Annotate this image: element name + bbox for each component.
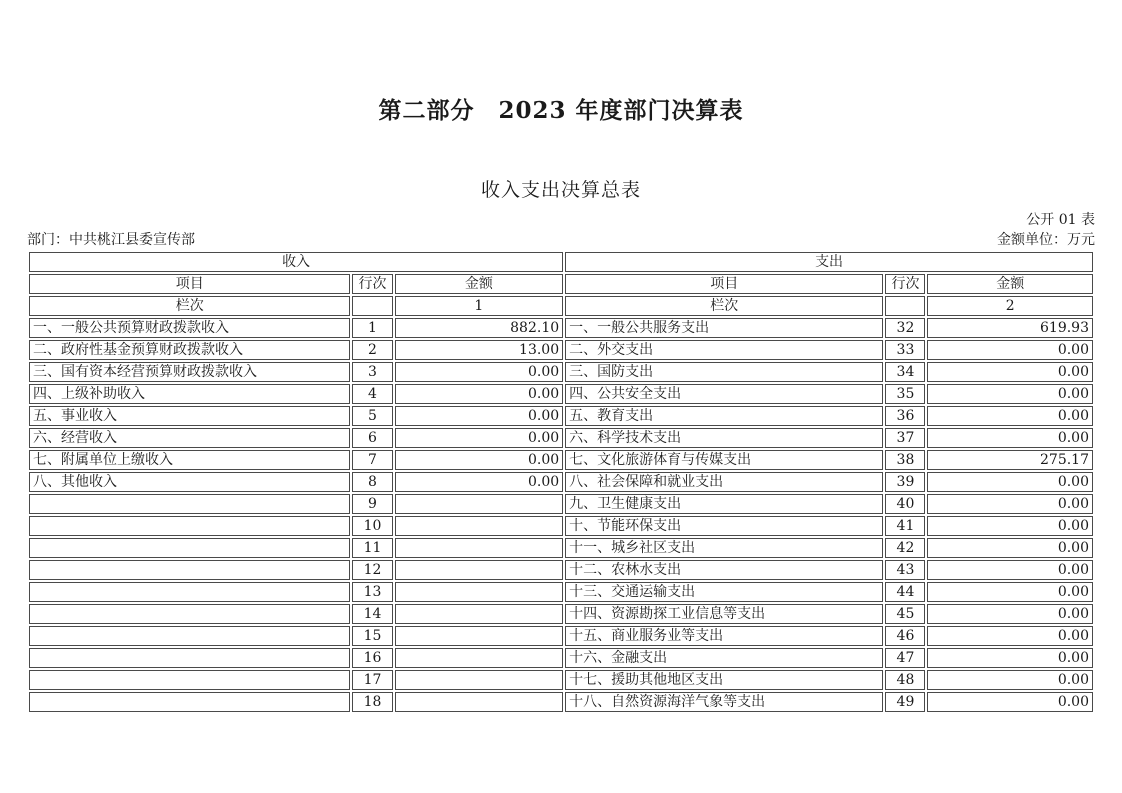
expense-rownum-cell: 36 xyxy=(885,406,925,426)
income-item-cell xyxy=(29,516,350,536)
income-item-cell xyxy=(29,538,350,558)
income-amount-cell xyxy=(395,626,564,646)
income-item-cell: 二、政府性基金预算财政拨款收入 xyxy=(29,340,350,360)
expense-item-cell: 二、外交支出 xyxy=(565,340,883,360)
income-amount-cell: 0.00 xyxy=(395,472,564,492)
income-rownum-cell: 14 xyxy=(352,604,392,624)
income-item-cell xyxy=(29,648,350,668)
expense-item-cell: 四、公共安全支出 xyxy=(565,384,883,404)
income-amount-cell xyxy=(395,692,564,712)
expense-rownum-cell: 42 xyxy=(885,538,925,558)
expense-amount-header: 金额 xyxy=(927,274,1093,294)
expense-rownum-cell: 43 xyxy=(885,560,925,580)
expense-item-cell: 十四、资源勘探工业信息等支出 xyxy=(565,604,883,624)
income-amount-cell xyxy=(395,516,564,536)
income-rownum-cell: 3 xyxy=(352,362,392,382)
table-row xyxy=(29,406,1093,426)
income-rownum-cell: 7 xyxy=(352,450,392,470)
income-amount-cell: 0.00 xyxy=(395,428,564,448)
expense-rownum-cell: 41 xyxy=(885,516,925,536)
expense-colindex-value: 2 xyxy=(927,296,1093,316)
income-item-cell: 三、国有资本经营预算财政拨款收入 xyxy=(29,362,350,382)
table-row xyxy=(29,428,1093,448)
expense-item-cell: 一、一般公共服务支出 xyxy=(565,318,883,338)
expense-item-cell: 八、社会保障和就业支出 xyxy=(565,472,883,492)
income-amount-cell xyxy=(395,538,564,558)
expense-item-cell: 十二、农林水支出 xyxy=(565,560,883,580)
income-colindex-blank xyxy=(352,296,392,316)
income-rownum-cell: 8 xyxy=(352,472,392,492)
table-head xyxy=(29,252,1093,316)
expense-amount-cell: 0.00 xyxy=(927,582,1093,602)
table-row xyxy=(29,670,1093,690)
income-amount-cell: 882.10 xyxy=(395,318,564,338)
expense-rownum-cell: 45 xyxy=(885,604,925,624)
table-row xyxy=(29,384,1093,404)
income-item-header: 项目 xyxy=(29,274,350,294)
column-header-row xyxy=(29,274,1093,294)
income-rownum-cell: 15 xyxy=(352,626,392,646)
income-item-cell: 七、附属单位上缴收入 xyxy=(29,450,350,470)
income-amount-cell xyxy=(395,494,564,514)
table-meta-line xyxy=(27,231,1095,249)
expense-amount-cell: 0.00 xyxy=(927,560,1093,580)
expense-amount-cell: 0.00 xyxy=(927,604,1093,624)
income-rownum-cell: 18 xyxy=(352,692,392,712)
expense-item-cell: 十三、交通运输支出 xyxy=(565,582,883,602)
table-code: 公开 01 表 xyxy=(1026,212,1095,228)
expense-item-cell: 十、节能环保支出 xyxy=(565,516,883,536)
expense-item-cell: 十一、城乡社区支出 xyxy=(565,538,883,558)
income-amount-cell: 13.00 xyxy=(395,340,564,360)
expense-colindex-label: 栏次 xyxy=(565,296,883,316)
income-amount-cell xyxy=(395,648,564,668)
income-amount-cell: 0.00 xyxy=(395,362,564,382)
expense-amount-cell: 0.00 xyxy=(927,494,1093,514)
income-rownum-cell: 13 xyxy=(352,582,392,602)
expense-item-cell: 十五、商业服务业等支出 xyxy=(565,626,883,646)
income-rownum-cell: 2 xyxy=(352,340,392,360)
expense-rownum-cell: 38 xyxy=(885,450,925,470)
expense-rownum-cell: 34 xyxy=(885,362,925,382)
expense-amount-cell: 0.00 xyxy=(927,538,1093,558)
table-row xyxy=(29,318,1093,338)
expense-item-cell: 六、科学技术支出 xyxy=(565,428,883,448)
income-item-cell xyxy=(29,670,350,690)
income-colindex-value: 1 xyxy=(395,296,564,316)
income-amount-header: 金额 xyxy=(395,274,564,294)
expense-item-cell: 九、卫生健康支出 xyxy=(565,494,883,514)
income-rownum-cell: 17 xyxy=(352,670,392,690)
unit-label: 金额单位：万元 xyxy=(997,232,1095,248)
income-rownum-cell: 11 xyxy=(352,538,392,558)
column-index-row xyxy=(29,296,1093,316)
expense-rownum-cell: 47 xyxy=(885,648,925,668)
table-row xyxy=(29,340,1093,360)
expense-rownum-cell: 39 xyxy=(885,472,925,492)
income-item-cell xyxy=(29,604,350,624)
page-title: 第二部分 2023 年度部门决算表 xyxy=(378,97,744,124)
income-amount-cell: 0.00 xyxy=(395,406,564,426)
expense-amount-cell: 0.00 xyxy=(927,670,1093,690)
income-amount-cell xyxy=(395,604,564,624)
income-rownum-cell: 10 xyxy=(352,516,392,536)
income-amount-cell: 0.00 xyxy=(395,450,564,470)
expense-rownum-cell: 46 xyxy=(885,626,925,646)
income-section-header: 收入 xyxy=(29,252,563,272)
expense-rownum-header: 行次 xyxy=(885,274,925,294)
income-rownum-cell: 12 xyxy=(352,560,392,580)
expense-item-cell: 七、文化旅游体育与传媒支出 xyxy=(565,450,883,470)
income-item-cell: 一、一般公共预算财政拨款收入 xyxy=(29,318,350,338)
expense-amount-cell: 0.00 xyxy=(927,362,1093,382)
income-amount-cell xyxy=(395,670,564,690)
income-rownum-header: 行次 xyxy=(352,274,392,294)
expense-amount-cell: 0.00 xyxy=(927,692,1093,712)
expense-rownum-cell: 40 xyxy=(885,494,925,514)
expense-rownum-cell: 32 xyxy=(885,318,925,338)
expense-item-cell: 十六、金融支出 xyxy=(565,648,883,668)
expense-colindex-blank xyxy=(885,296,925,316)
income-rownum-cell: 16 xyxy=(352,648,392,668)
section-header-row xyxy=(29,252,1093,272)
income-rownum-cell: 1 xyxy=(352,318,392,338)
expense-item-cell: 十八、自然资源海洋气象等支出 xyxy=(565,692,883,712)
table-row xyxy=(29,494,1093,514)
expense-amount-cell: 0.00 xyxy=(927,340,1093,360)
income-rownum-cell: 5 xyxy=(352,406,392,426)
expense-amount-cell: 0.00 xyxy=(927,472,1093,492)
table-area xyxy=(27,211,1095,714)
income-amount-cell: 0.00 xyxy=(395,384,564,404)
income-amount-cell xyxy=(395,560,564,580)
table-row xyxy=(29,362,1093,382)
expense-amount-cell: 0.00 xyxy=(927,516,1093,536)
income-item-cell: 八、其他收入 xyxy=(29,472,350,492)
table-title: 收入支出决算总表 xyxy=(480,179,641,201)
income-item-cell xyxy=(29,560,350,580)
income-amount-cell xyxy=(395,582,564,602)
table-row xyxy=(29,648,1093,668)
income-colindex-label: 栏次 xyxy=(29,296,350,316)
table-row xyxy=(29,692,1093,712)
income-item-cell xyxy=(29,582,350,602)
table-row xyxy=(29,626,1093,646)
expense-item-cell: 十七、援助其他地区支出 xyxy=(565,670,883,690)
table-row xyxy=(29,604,1093,624)
income-item-cell xyxy=(29,494,350,514)
expense-amount-cell: 0.00 xyxy=(927,648,1093,668)
income-item-cell: 四、上级补助收入 xyxy=(29,384,350,404)
income-item-cell xyxy=(29,692,350,712)
expense-amount-cell: 0.00 xyxy=(927,406,1093,426)
income-rownum-cell: 4 xyxy=(352,384,392,404)
expense-rownum-cell: 37 xyxy=(885,428,925,448)
expense-rownum-cell: 35 xyxy=(885,384,925,404)
table-row xyxy=(29,450,1093,470)
summary-table xyxy=(27,250,1095,714)
expense-amount-cell: 0.00 xyxy=(927,384,1093,404)
expense-rownum-cell: 48 xyxy=(885,670,925,690)
income-rownum-cell: 9 xyxy=(352,494,392,514)
table-row xyxy=(29,582,1093,602)
expense-amount-cell: 0.00 xyxy=(927,428,1093,448)
income-item-cell xyxy=(29,626,350,646)
income-rownum-cell: 6 xyxy=(352,428,392,448)
table-row xyxy=(29,516,1093,536)
expense-rownum-cell: 49 xyxy=(885,692,925,712)
expense-item-cell: 五、教育支出 xyxy=(565,406,883,426)
expense-item-header: 项目 xyxy=(565,274,883,294)
table-row xyxy=(29,560,1093,580)
department-label: 部门：中共桃江县委宣传部 xyxy=(27,232,195,248)
expense-amount-cell: 0.00 xyxy=(927,626,1093,646)
table-row xyxy=(29,538,1093,558)
expense-rownum-cell: 44 xyxy=(885,582,925,602)
income-item-cell: 六、经营收入 xyxy=(29,428,350,448)
expense-rownum-cell: 33 xyxy=(885,340,925,360)
table-row xyxy=(29,472,1093,492)
expense-item-cell: 三、国防支出 xyxy=(565,362,883,382)
expense-amount-cell: 275.17 xyxy=(927,450,1093,470)
expense-amount-cell: 619.93 xyxy=(927,318,1093,338)
expense-section-header: 支出 xyxy=(565,252,1093,272)
table-body xyxy=(29,318,1093,712)
income-item-cell: 五、事业收入 xyxy=(29,406,350,426)
